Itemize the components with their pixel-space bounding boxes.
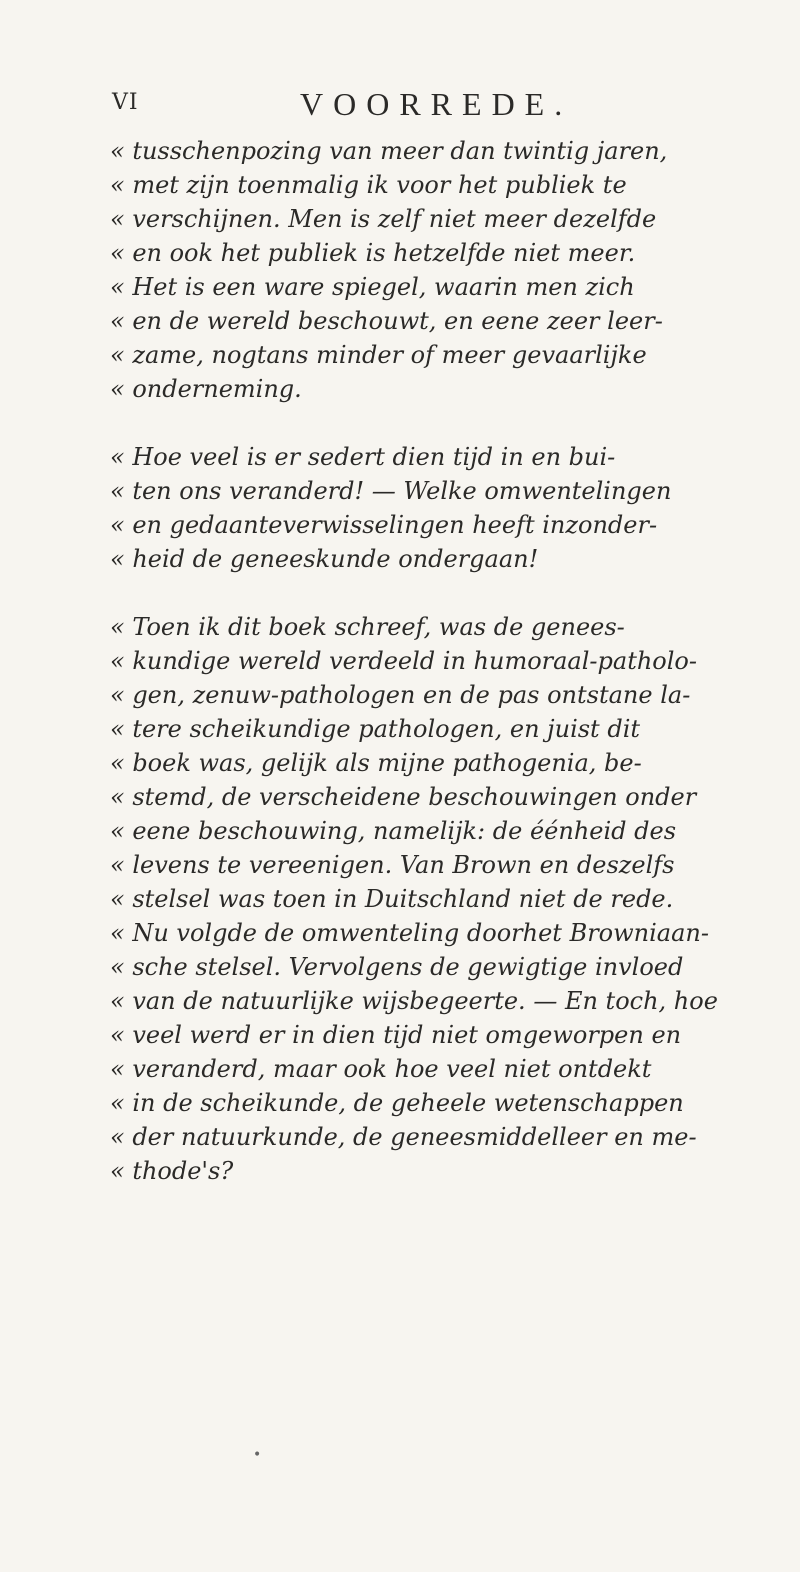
text-line: « levens te vereenigen. Van Brown en deszelfs xyxy=(110,851,675,879)
text-line: « van de natuurlijke wijsbegeerte. — En toch, hoe xyxy=(110,987,718,1015)
text-line: « heid de geneeskunde ondergaan! xyxy=(110,545,539,573)
paragraph-2 xyxy=(110,440,760,576)
text-line: « Het is een ware spiegel, waarin men zich xyxy=(110,273,635,301)
text-line: « in de scheikunde, de geheele wetenschappen xyxy=(110,1089,684,1117)
text-line: « stemd, de verscheidene beschouwingen onder xyxy=(110,783,697,811)
text-line: « en de wereld beschouwt, en eene zeer leer- xyxy=(110,307,663,335)
text-line: « Hoe veel is er sedert dien tijd in en bui- xyxy=(110,443,616,471)
text-line: « Toen ik dit boek schreef, was de genees- xyxy=(110,613,625,641)
paragraph-3 xyxy=(110,610,760,1188)
page-number: VI xyxy=(112,90,139,115)
text-line: « kundige wereld verdeeld in humoraal-patholo- xyxy=(110,647,697,675)
text-line: « tere scheikundige pathologen, en juist dit xyxy=(110,715,641,743)
text-line: « veranderd, maar ook hoe veel niet ontdekt xyxy=(110,1055,652,1083)
text-line: « der natuurkunde, de geneesmiddelleer en me- xyxy=(110,1123,697,1151)
text-line: « verschijnen. Men is zelf niet meer dezelfde xyxy=(110,205,657,233)
text-line: « Nu volgde de omwenteling doorhet Browniaan- xyxy=(110,919,709,947)
text-line: « sche stelsel. Vervolgens de gewigtige invloed xyxy=(110,953,684,981)
text-line: « zame, nogtans minder of meer gevaarlijke xyxy=(110,341,647,369)
paragraph-1 xyxy=(110,134,760,406)
page-header xyxy=(0,86,800,126)
text-line: « boek was, gelijk als mijne pathogenia, be- xyxy=(110,749,642,777)
text-line: « eene beschouwing, namelijk: de éénheid des xyxy=(110,817,677,845)
text-line: « met zijn toenmalig ik voor het publiek te xyxy=(110,171,627,199)
text-line: « en ook het publiek is hetzelfde niet meer. xyxy=(110,239,636,267)
text-line: « tusschenpozing van meer dan twintig jaren, xyxy=(110,137,668,165)
text-line: « thode's? xyxy=(110,1157,234,1185)
running-head: VOORREDE. xyxy=(300,86,573,122)
text-line: « onderneming. xyxy=(110,375,302,403)
text-line: « veel werd er in dien tijd niet omgeworpen en xyxy=(110,1021,682,1049)
text-line: « stelsel was toen in Duitschland niet de rede. xyxy=(110,885,674,913)
ink-mark: • xyxy=(253,1447,262,1463)
text-line: « ten ons veranderd! — Welke omwentelingen xyxy=(110,477,672,505)
text-line: « en gedaanteverwisselingen heeft inzonder- xyxy=(110,511,658,539)
text-line: « gen, zenuw-pathologen en de pas ontstane la- xyxy=(110,681,691,709)
body-text xyxy=(110,134,760,1188)
